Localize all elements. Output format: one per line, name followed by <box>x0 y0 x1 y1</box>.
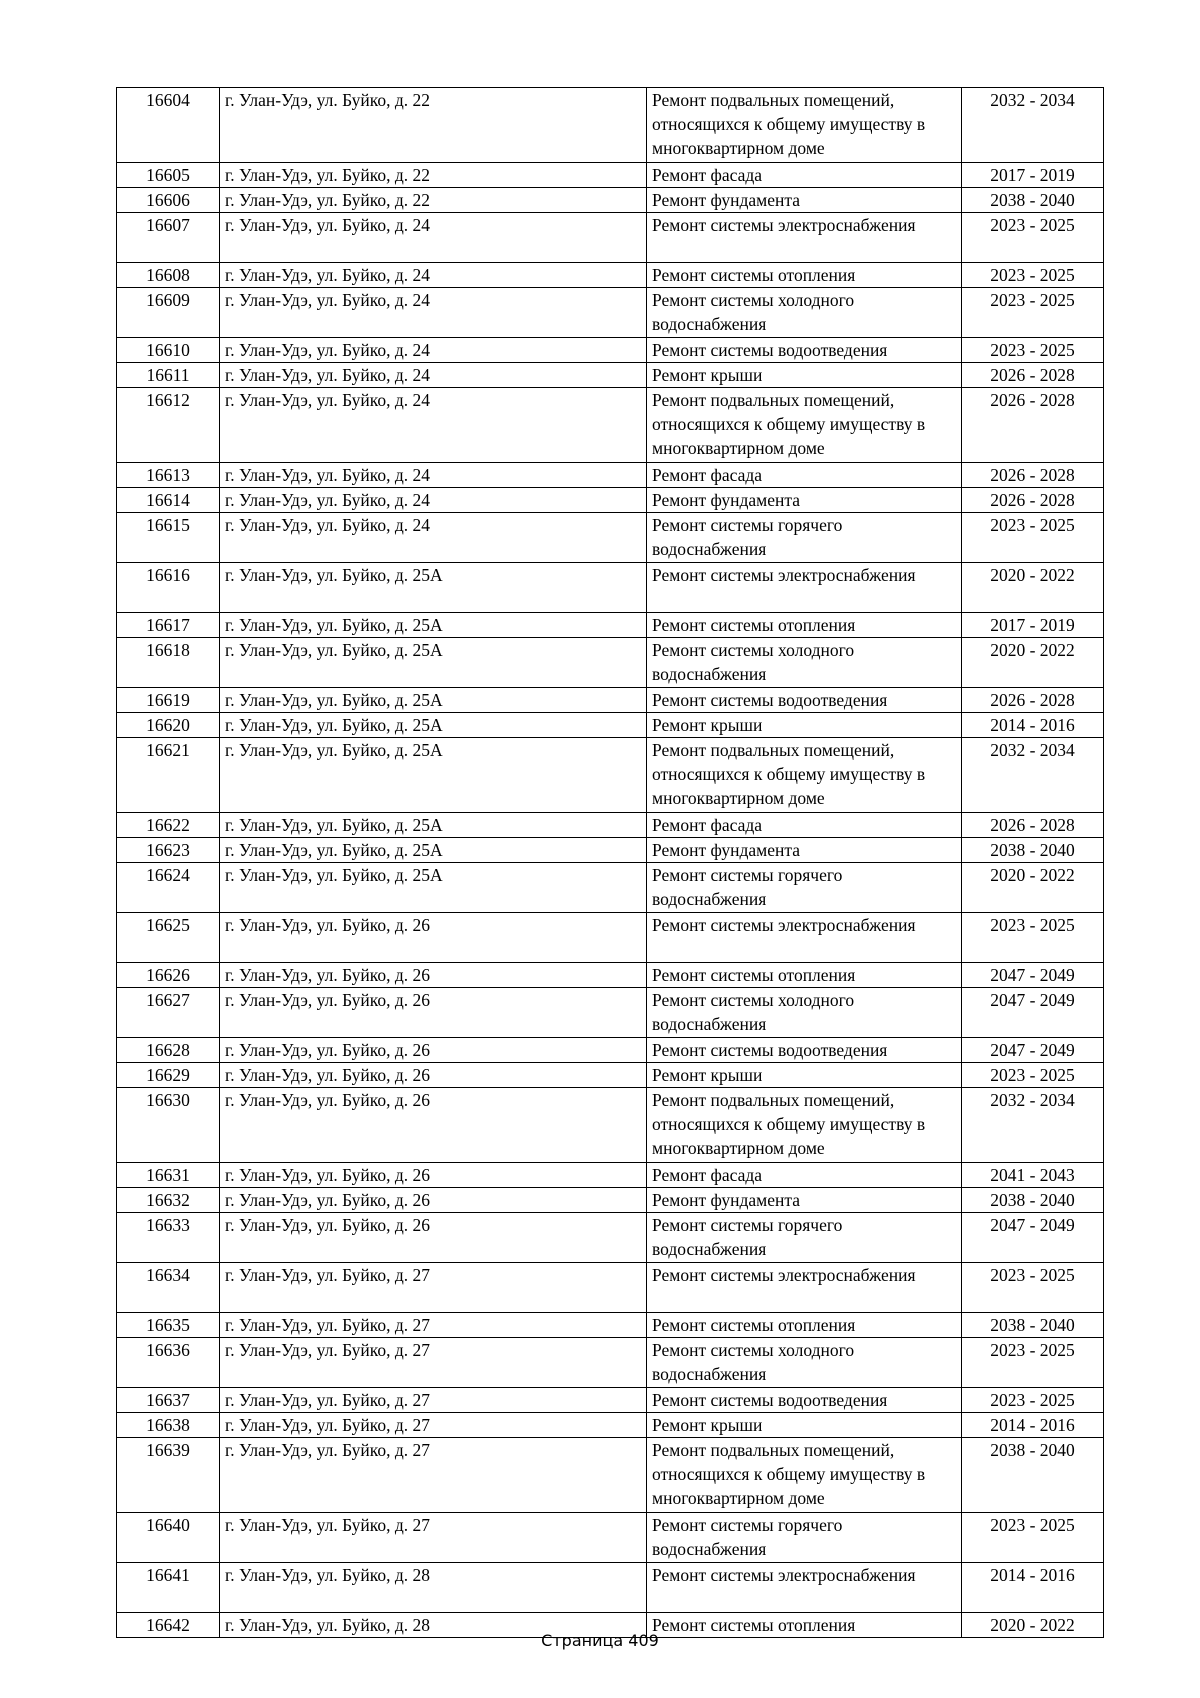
address-cell: г. Улан-Удэ, ул. Буйко, д. 26 <box>220 913 647 963</box>
table-row <box>117 713 1104 738</box>
address-cell: г. Улан-Удэ, ул. Буйко, д. 26 <box>220 1163 647 1188</box>
address-cell: г. Улан-Удэ, ул. Буйко, д. 25А <box>220 863 647 913</box>
address-cell: г. Улан-Удэ, ул. Буйко, д. 22 <box>220 163 647 188</box>
address-cell: г. Улан-Удэ, ул. Буйко, д. 22 <box>220 88 647 163</box>
address-cell: г. Улан-Удэ, ул. Буйко, д. 25А <box>220 688 647 713</box>
table-row <box>117 213 1104 263</box>
work-type-cell: Ремонт системы электроснабжения <box>647 1563 962 1613</box>
period-cell: 2014 - 2016 <box>962 1413 1104 1438</box>
period-cell: 2020 - 2022 <box>962 863 1104 913</box>
work-type-cell: Ремонт системы электроснабжения <box>647 1263 962 1313</box>
row-number-cell: 16606 <box>117 188 220 213</box>
work-type-cell: Ремонт системы отопления <box>647 613 962 638</box>
page-number: Страница 409 <box>541 1631 659 1650</box>
period-cell: 2047 - 2049 <box>962 963 1104 988</box>
work-type-cell: Ремонт системы водоотведения <box>647 1038 962 1063</box>
address-cell: г. Улан-Удэ, ул. Буйко, д. 22 <box>220 188 647 213</box>
table-row <box>117 1438 1104 1513</box>
work-type-cell: Ремонт системы холодного водоснабжения <box>647 288 962 338</box>
period-cell: 2023 - 2025 <box>962 913 1104 963</box>
row-number-cell: 16626 <box>117 963 220 988</box>
period-cell: 2026 - 2028 <box>962 813 1104 838</box>
address-cell: г. Улан-Удэ, ул. Буйко, д. 24 <box>220 488 647 513</box>
table-row <box>117 188 1104 213</box>
work-type-cell: Ремонт системы холодного водоснабжения <box>647 638 962 688</box>
table-row <box>117 913 1104 963</box>
address-cell: г. Улан-Удэ, ул. Буйко, д. 24 <box>220 513 647 563</box>
address-cell: г. Улан-Удэ, ул. Буйко, д. 24 <box>220 338 647 363</box>
address-cell: г. Улан-Удэ, ул. Буйко, д. 25А <box>220 638 647 688</box>
row-number-cell: 16615 <box>117 513 220 563</box>
row-number-cell: 16614 <box>117 488 220 513</box>
table-row <box>117 1063 1104 1088</box>
row-number-cell: 16623 <box>117 838 220 863</box>
work-type-cell: Ремонт системы горячего водоснабжения <box>647 1213 962 1263</box>
row-number-cell: 16641 <box>117 1563 220 1613</box>
address-cell: г. Улан-Удэ, ул. Буйко, д. 26 <box>220 1213 647 1263</box>
period-cell: 2023 - 2025 <box>962 338 1104 363</box>
period-cell: 2026 - 2028 <box>962 488 1104 513</box>
row-number-cell: 16612 <box>117 388 220 463</box>
work-type-cell: Ремонт фасада <box>647 1163 962 1188</box>
work-type-cell: Ремонт крыши <box>647 1063 962 1088</box>
table-row <box>117 1513 1104 1563</box>
address-cell: г. Улан-Удэ, ул. Буйко, д. 28 <box>220 1613 647 1638</box>
row-number-cell: 16609 <box>117 288 220 338</box>
row-number-cell: 16639 <box>117 1438 220 1513</box>
row-number-cell: 16624 <box>117 863 220 913</box>
table-body <box>117 88 1104 1638</box>
row-number-cell: 16630 <box>117 1088 220 1163</box>
row-number-cell: 16610 <box>117 338 220 363</box>
address-cell: г. Улан-Удэ, ул. Буйко, д. 25А <box>220 738 647 813</box>
period-cell: 2020 - 2022 <box>962 1613 1104 1638</box>
work-type-cell: Ремонт системы электроснабжения <box>647 213 962 263</box>
row-number-cell: 16608 <box>117 263 220 288</box>
period-cell: 2023 - 2025 <box>962 213 1104 263</box>
period-cell: 2023 - 2025 <box>962 1263 1104 1313</box>
work-type-cell: Ремонт фасада <box>647 813 962 838</box>
table-row <box>117 1563 1104 1613</box>
period-cell: 2038 - 2040 <box>962 1313 1104 1338</box>
work-type-cell: Ремонт системы отопления <box>647 963 962 988</box>
address-cell: г. Улан-Удэ, ул. Буйко, д. 26 <box>220 988 647 1038</box>
period-cell: 2020 - 2022 <box>962 563 1104 613</box>
work-type-cell: Ремонт системы холодного водоснабжения <box>647 988 962 1038</box>
address-cell: г. Улан-Удэ, ул. Буйко, д. 24 <box>220 363 647 388</box>
work-type-cell: Ремонт системы отопления <box>647 263 962 288</box>
work-type-cell: Ремонт системы водоотведения <box>647 1388 962 1413</box>
period-cell: 2023 - 2025 <box>962 1063 1104 1088</box>
table-row <box>117 1088 1104 1163</box>
period-cell: 2047 - 2049 <box>962 1213 1104 1263</box>
address-cell: г. Улан-Удэ, ул. Буйко, д. 25А <box>220 713 647 738</box>
row-number-cell: 16627 <box>117 988 220 1038</box>
period-cell: 2047 - 2049 <box>962 988 1104 1038</box>
row-number-cell: 16642 <box>117 1613 220 1638</box>
period-cell: 2023 - 2025 <box>962 1338 1104 1388</box>
address-cell: г. Улан-Удэ, ул. Буйко, д. 28 <box>220 1563 647 1613</box>
table-row <box>117 563 1104 613</box>
work-type-cell: Ремонт подвальных помещений, относящихся к общему имуществу в многоквартирном доме <box>647 88 962 163</box>
table-row <box>117 988 1104 1038</box>
row-number-cell: 16631 <box>117 1163 220 1188</box>
table-row <box>117 463 1104 488</box>
address-cell: г. Улан-Удэ, ул. Буйко, д. 24 <box>220 388 647 463</box>
table-row <box>117 613 1104 638</box>
period-cell: 2026 - 2028 <box>962 463 1104 488</box>
work-type-cell: Ремонт системы отопления <box>647 1313 962 1338</box>
address-cell: г. Улан-Удэ, ул. Буйко, д. 27 <box>220 1338 647 1388</box>
period-cell: 2023 - 2025 <box>962 288 1104 338</box>
work-type-cell: Ремонт системы электроснабжения <box>647 563 962 613</box>
repair-schedule-table <box>116 87 1104 1638</box>
row-number-cell: 16632 <box>117 1188 220 1213</box>
address-cell: г. Улан-Удэ, ул. Буйко, д. 27 <box>220 1388 647 1413</box>
table-row <box>117 1163 1104 1188</box>
row-number-cell: 16636 <box>117 1338 220 1388</box>
address-cell: г. Улан-Удэ, ул. Буйко, д. 24 <box>220 213 647 263</box>
address-cell: г. Улан-Удэ, ул. Буйко, д. 27 <box>220 1513 647 1563</box>
table-row <box>117 363 1104 388</box>
table-row <box>117 1413 1104 1438</box>
period-cell: 2014 - 2016 <box>962 713 1104 738</box>
table-row <box>117 163 1104 188</box>
row-number-cell: 16640 <box>117 1513 220 1563</box>
work-type-cell: Ремонт крыши <box>647 713 962 738</box>
row-number-cell: 16604 <box>117 88 220 163</box>
table-row <box>117 338 1104 363</box>
work-type-cell: Ремонт фасада <box>647 163 962 188</box>
address-cell: г. Улан-Удэ, ул. Буйко, д. 26 <box>220 1188 647 1213</box>
work-type-cell: Ремонт системы отопления <box>647 1613 962 1638</box>
row-number-cell: 16638 <box>117 1413 220 1438</box>
address-cell: г. Улан-Удэ, ул. Буйко, д. 26 <box>220 963 647 988</box>
period-cell: 2023 - 2025 <box>962 1513 1104 1563</box>
work-type-cell: Ремонт системы водоотведения <box>647 338 962 363</box>
row-number-cell: 16628 <box>117 1038 220 1063</box>
table-row <box>117 1388 1104 1413</box>
period-cell: 2038 - 2040 <box>962 1438 1104 1513</box>
work-type-cell: Ремонт фундамента <box>647 188 962 213</box>
period-cell: 2017 - 2019 <box>962 613 1104 638</box>
row-number-cell: 16619 <box>117 688 220 713</box>
table-row <box>117 488 1104 513</box>
work-type-cell: Ремонт системы водоотведения <box>647 688 962 713</box>
row-number-cell: 16621 <box>117 738 220 813</box>
work-type-cell: Ремонт системы горячего водоснабжения <box>647 513 962 563</box>
row-number-cell: 16618 <box>117 638 220 688</box>
period-cell: 2020 - 2022 <box>962 638 1104 688</box>
table-row <box>117 1213 1104 1263</box>
address-cell: г. Улан-Удэ, ул. Буйко, д. 27 <box>220 1438 647 1513</box>
work-type-cell: Ремонт фундамента <box>647 838 962 863</box>
row-number-cell: 16633 <box>117 1213 220 1263</box>
table-row <box>117 88 1104 163</box>
address-cell: г. Улан-Удэ, ул. Буйко, д. 24 <box>220 463 647 488</box>
table-row <box>117 1038 1104 1063</box>
period-cell: 2014 - 2016 <box>962 1563 1104 1613</box>
period-cell: 2038 - 2040 <box>962 1188 1104 1213</box>
table-row <box>117 813 1104 838</box>
work-type-cell: Ремонт крыши <box>647 363 962 388</box>
address-cell: г. Улан-Удэ, ул. Буйко, д. 24 <box>220 263 647 288</box>
work-type-cell: Ремонт системы электроснабжения <box>647 913 962 963</box>
address-cell: г. Улан-Удэ, ул. Буйко, д. 26 <box>220 1038 647 1063</box>
address-cell: г. Улан-Удэ, ул. Буйко, д. 25А <box>220 813 647 838</box>
work-type-cell: Ремонт подвальных помещений, относящихся к общему имуществу в многоквартирном доме <box>647 388 962 463</box>
table-row <box>117 963 1104 988</box>
row-number-cell: 16605 <box>117 163 220 188</box>
table-row <box>117 288 1104 338</box>
period-cell: 2032 - 2034 <box>962 738 1104 813</box>
work-type-cell: Ремонт фасада <box>647 463 962 488</box>
work-type-cell: Ремонт системы горячего водоснабжения <box>647 863 962 913</box>
period-cell: 2041 - 2043 <box>962 1163 1104 1188</box>
row-number-cell: 16617 <box>117 613 220 638</box>
row-number-cell: 16622 <box>117 813 220 838</box>
table-row <box>117 738 1104 813</box>
row-number-cell: 16637 <box>117 1388 220 1413</box>
work-type-cell: Ремонт крыши <box>647 1413 962 1438</box>
period-cell: 2032 - 2034 <box>962 88 1104 163</box>
address-cell: г. Улан-Удэ, ул. Буйко, д. 27 <box>220 1413 647 1438</box>
period-cell: 2023 - 2025 <box>962 263 1104 288</box>
period-cell: 2026 - 2028 <box>962 688 1104 713</box>
address-cell: г. Улан-Удэ, ул. Буйко, д. 26 <box>220 1063 647 1088</box>
row-number-cell: 16620 <box>117 713 220 738</box>
address-cell: г. Улан-Удэ, ул. Буйко, д. 25А <box>220 563 647 613</box>
row-number-cell: 16616 <box>117 563 220 613</box>
period-cell: 2017 - 2019 <box>962 163 1104 188</box>
table-row <box>117 1338 1104 1388</box>
row-number-cell: 16611 <box>117 363 220 388</box>
table-row <box>117 1313 1104 1338</box>
table-row <box>117 388 1104 463</box>
address-cell: г. Улан-Удэ, ул. Буйко, д. 26 <box>220 1088 647 1163</box>
row-number-cell: 16625 <box>117 913 220 963</box>
table-row <box>117 1188 1104 1213</box>
period-cell: 2023 - 2025 <box>962 1388 1104 1413</box>
work-type-cell: Ремонт системы холодного водоснабжения <box>647 1338 962 1388</box>
table-row <box>117 513 1104 563</box>
table-row <box>117 863 1104 913</box>
row-number-cell: 16607 <box>117 213 220 263</box>
address-cell: г. Улан-Удэ, ул. Буйко, д. 27 <box>220 1263 647 1313</box>
table-row <box>117 688 1104 713</box>
work-type-cell: Ремонт подвальных помещений, относящихся к общему имуществу в многоквартирном доме <box>647 738 962 813</box>
period-cell: 2026 - 2028 <box>962 363 1104 388</box>
row-number-cell: 16634 <box>117 1263 220 1313</box>
row-number-cell: 16629 <box>117 1063 220 1088</box>
period-cell: 2032 - 2034 <box>962 1088 1104 1163</box>
period-cell: 2038 - 2040 <box>962 838 1104 863</box>
address-cell: г. Улан-Удэ, ул. Буйко, д. 25А <box>220 838 647 863</box>
work-type-cell: Ремонт подвальных помещений, относящихся к общему имуществу в многоквартирном доме <box>647 1088 962 1163</box>
table-row <box>117 838 1104 863</box>
address-cell: г. Улан-Удэ, ул. Буйко, д. 25А <box>220 613 647 638</box>
period-cell: 2038 - 2040 <box>962 188 1104 213</box>
address-cell: г. Улан-Удэ, ул. Буйко, д. 27 <box>220 1313 647 1338</box>
period-cell: 2023 - 2025 <box>962 513 1104 563</box>
work-type-cell: Ремонт фундамента <box>647 488 962 513</box>
table-row <box>117 1263 1104 1313</box>
work-type-cell: Ремонт системы горячего водоснабжения <box>647 1513 962 1563</box>
row-number-cell: 16635 <box>117 1313 220 1338</box>
period-cell: 2026 - 2028 <box>962 388 1104 463</box>
table-row <box>117 638 1104 688</box>
period-cell: 2047 - 2049 <box>962 1038 1104 1063</box>
work-type-cell: Ремонт подвальных помещений, относящихся к общему имуществу в многоквартирном доме <box>647 1438 962 1513</box>
address-cell: г. Улан-Удэ, ул. Буйко, д. 24 <box>220 288 647 338</box>
table-row <box>117 263 1104 288</box>
row-number-cell: 16613 <box>117 463 220 488</box>
work-type-cell: Ремонт фундамента <box>647 1188 962 1213</box>
